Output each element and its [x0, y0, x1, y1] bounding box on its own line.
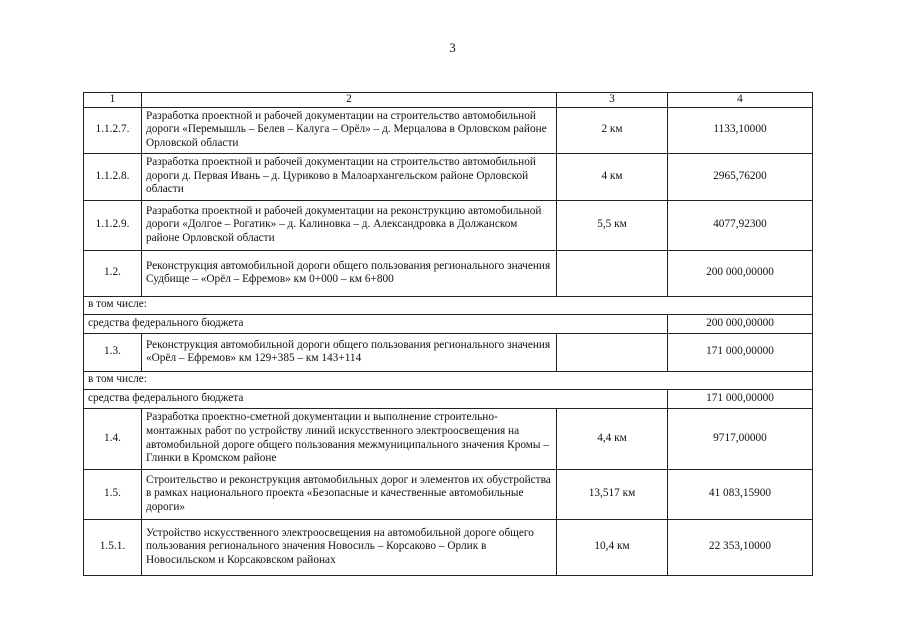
row-number: 1.4. [84, 408, 142, 469]
table-row [84, 519, 813, 575]
table-row [84, 250, 813, 296]
row-number: 1.3. [84, 333, 142, 371]
table-row [84, 408, 813, 469]
header-col-2: 2 [142, 93, 557, 108]
table-row [84, 469, 813, 519]
row-budget-label: средства федерального бюджета [84, 389, 668, 408]
row-description: Разработка проектной и рабочей документации на реконструкцию автомобильной дороги «Долгое – Рогатик» – д. Калиновка – д. Александровка в Должанском районе Орловской области [142, 200, 557, 250]
page-number: 3 [449, 40, 456, 55]
table-row [84, 371, 813, 389]
header-col-1: 1 [84, 93, 142, 108]
table-row [84, 153, 813, 200]
header-col-3: 3 [557, 93, 668, 108]
row-description: Устройство искусственного электроосвещения на автомобильной дороге общего пользования регионального значения Новосиль – Корсаково – Орлик в Новосильском и Корсаковском районах [142, 519, 557, 575]
row-length: 5,5 км [557, 200, 668, 250]
row-description: Реконструкция автомобильной дороги общего пользования регионального значения Судбище – «Орёл – Ефремов» км 0+000 – км 6+800 [142, 250, 557, 296]
row-description: Строительство и реконструкция автомобильных дорог и элементов их обустройства в рамках национального проекта «Безопасные и качественные автомобильные дороги» [142, 469, 557, 519]
row-amount: 1133,10000 [668, 107, 813, 153]
row-budget-label: средства федерального бюджета [84, 314, 668, 333]
row-description: Разработка проектной и рабочей документации на строительство автомобильной дороги «Перемышль – Белев – Калуга – Орёл» – д. Мерцалова в Орловском районе Орловской области [142, 107, 557, 153]
row-amount: 200 000,00000 [668, 314, 813, 333]
table-row [84, 107, 813, 153]
table-row [84, 200, 813, 250]
row-length: 13,517 км [557, 469, 668, 519]
row-number: 1.1.2.8. [84, 153, 142, 200]
row-length [557, 250, 668, 296]
header-col-4: 4 [668, 93, 813, 108]
row-amount: 200 000,00000 [668, 250, 813, 296]
row-note: в том числе: [84, 371, 813, 389]
row-number: 1.5. [84, 469, 142, 519]
table-row [84, 333, 813, 371]
row-number: 1.5.1. [84, 519, 142, 575]
table-row [84, 314, 813, 333]
row-amount: 171 000,00000 [668, 389, 813, 408]
row-amount: 22 353,10000 [668, 519, 813, 575]
row-length: 10,4 км [557, 519, 668, 575]
row-amount: 9717,00000 [668, 408, 813, 469]
row-amount: 4077,92300 [668, 200, 813, 250]
table-header-row [84, 93, 813, 108]
row-number: 1.1.2.9. [84, 200, 142, 250]
table-row [84, 296, 813, 314]
table-row [84, 389, 813, 408]
row-length: 4,4 км [557, 408, 668, 469]
document-table [83, 92, 813, 576]
row-description: Разработка проектно-сметной документации и выполнение строительно-монтажных работ по устройству линий искусственного электроосвещения на автомобильной дороге общего пользования межмуниципального значения Кромы – Глинки в Кромском районе [142, 408, 557, 469]
row-note: в том числе: [84, 296, 813, 314]
row-length: 4 км [557, 153, 668, 200]
row-amount: 41 083,15900 [668, 469, 813, 519]
row-amount: 171 000,00000 [668, 333, 813, 371]
row-number: 1.1.2.7. [84, 107, 142, 153]
row-amount: 2965,76200 [668, 153, 813, 200]
row-length: 2 км [557, 107, 668, 153]
row-number: 1.2. [84, 250, 142, 296]
row-description: Разработка проектной и рабочей документации на строительство автомобильной дороги д. Первая Ивань – д. Цуриково в Малоархангельском районе Орловской области [142, 153, 557, 200]
row-length [557, 333, 668, 371]
row-description: Реконструкция автомобильной дороги общего пользования регионального значения «Орёл – Ефремов» км 129+385 – км 143+114 [142, 333, 557, 371]
